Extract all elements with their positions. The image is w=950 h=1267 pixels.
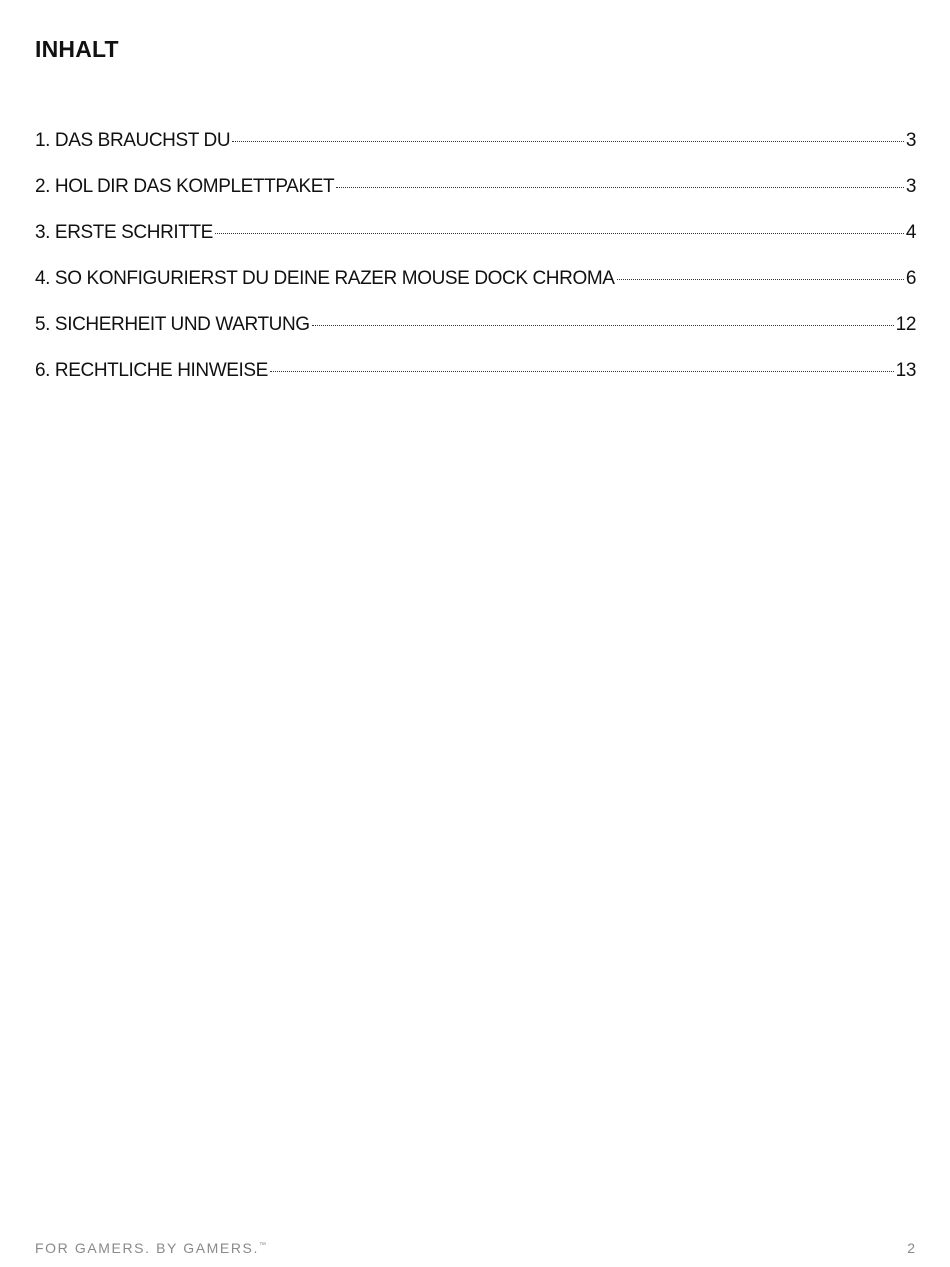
table-of-contents [35,130,916,406]
footer-tagline [35,1240,266,1256]
toc-entry-page: 4 [905,222,916,243]
toc-entry-page: 13 [895,360,916,381]
page-number: 2 [907,1240,915,1256]
toc-dot-leader [270,371,894,372]
toc-dot-leader [336,187,904,188]
toc-dot-leader [232,141,904,142]
toc-entry[interactable] [35,360,916,406]
toc-entry[interactable] [35,130,916,176]
toc-entry-page: 12 [895,314,916,335]
toc-entry-page: 3 [905,176,916,197]
toc-entry[interactable] [35,176,916,222]
toc-entry-label: 2. HOL DIR DAS KOMPLETTPAKET [35,176,335,197]
page-title: INHALT [35,36,119,62]
toc-entry[interactable] [35,222,916,268]
toc-entry-label: 5. SICHERHEIT UND WARTUNG [35,314,310,335]
toc-entry-label: 6. RECHTLICHE HINWEISE [35,360,268,381]
toc-entry[interactable] [35,314,916,360]
toc-dot-leader [617,279,904,280]
toc-entry-page: 6 [905,268,916,289]
footer-tagline-text: FOR GAMERS. BY GAMERS. [35,1240,259,1256]
toc-entry-page: 3 [905,130,916,151]
toc-dot-leader [312,325,894,326]
trademark-symbol: ™ [258,1242,266,1249]
toc-entry[interactable] [35,268,916,314]
toc-entry-label: 3. ERSTE SCHRITTE [35,222,213,243]
toc-entry-label: 1. DAS BRAUCHST DU [35,130,231,151]
toc-entry-label: 4. SO KONFIGURIERST DU DEINE RAZER MOUSE DOCK CHROMA [35,268,615,289]
toc-dot-leader [215,233,904,234]
